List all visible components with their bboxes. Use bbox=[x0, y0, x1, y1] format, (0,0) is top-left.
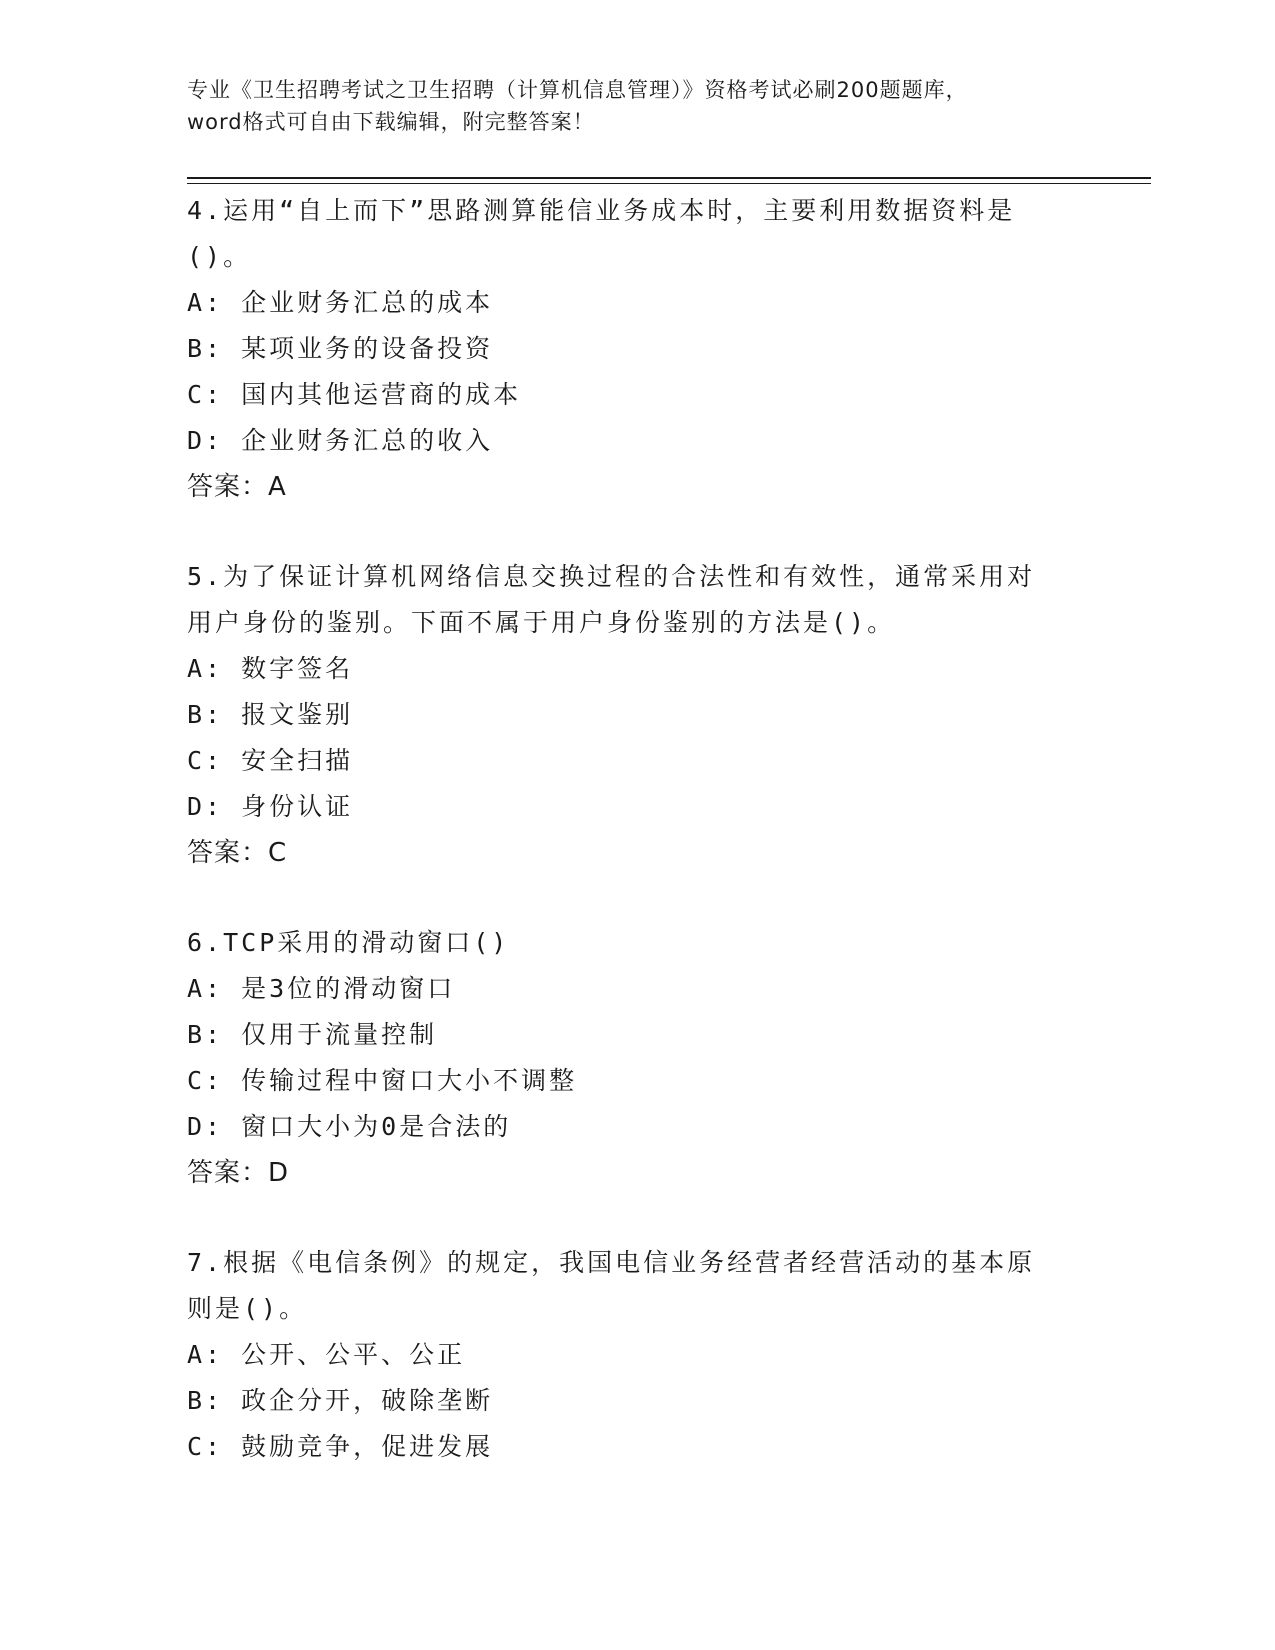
option-a: A: 公开、公平、公正 bbox=[187, 1340, 466, 1369]
answer-line: 答案：C bbox=[187, 838, 288, 868]
option-b: B: 报文鉴别 bbox=[187, 700, 354, 729]
question-stem: ()。 bbox=[187, 242, 252, 271]
option-b: B: 仅用于流量控制 bbox=[187, 1020, 438, 1049]
header-line-2: word格式可自由下载编辑，附完整答案！ bbox=[187, 110, 595, 134]
question-stem: 5.为了保证计算机网络信息交换过程的合法性和有效性，通常采用对 bbox=[187, 562, 1036, 591]
header-divider-thick bbox=[187, 177, 1151, 179]
option-b: B: 政企分开，破除垄断 bbox=[187, 1386, 494, 1415]
option-c: C: 传输过程中窗口大小不调整 bbox=[187, 1066, 578, 1095]
header-line-1: 专业《卫生招聘考试之卫生招聘（计算机信息管理）》资格考试必刷200题题库， bbox=[187, 78, 968, 102]
answer-line: 答案：D bbox=[187, 1158, 290, 1188]
question-block bbox=[187, 920, 1087, 1196]
option-d: D: 身份认证 bbox=[187, 792, 354, 821]
option-d: D: 企业财务汇总的收入 bbox=[187, 426, 494, 455]
question-stem: 4.运用“自上而下”思路测算能信业务成本时，主要利用数据资料是 bbox=[187, 196, 1016, 225]
question-stem: 7.根据《电信条例》的规定，我国电信业务经营者经营活动的基本原 bbox=[187, 1248, 1036, 1277]
option-c: C: 国内其他运营商的成本 bbox=[187, 380, 522, 409]
question-block bbox=[187, 1240, 1087, 1470]
option-a: A: 数字签名 bbox=[187, 654, 354, 683]
header-divider-thin bbox=[187, 183, 1151, 184]
question-spacer bbox=[187, 1196, 1087, 1240]
question-stem: 6.TCP采用的滑动窗口() bbox=[187, 928, 510, 957]
question-stem: 用户身份的鉴别。下面不属于用户身份鉴别的方法是()。 bbox=[187, 608, 896, 637]
question-list bbox=[187, 188, 1087, 1470]
question-block bbox=[187, 554, 1087, 876]
option-d: D: 窗口大小为0是合法的 bbox=[187, 1112, 512, 1141]
option-a: A: 企业财务汇总的成本 bbox=[187, 288, 494, 317]
question-spacer bbox=[187, 510, 1087, 554]
question-block bbox=[187, 188, 1087, 510]
option-a: A: 是3位的滑动窗口 bbox=[187, 974, 456, 1003]
option-c: C: 鼓励竞争，促进发展 bbox=[187, 1432, 494, 1461]
question-spacer bbox=[187, 876, 1087, 920]
question-stem: 则是()。 bbox=[187, 1294, 308, 1323]
answer-line: 答案：A bbox=[187, 472, 287, 502]
option-b: B: 某项业务的设备投资 bbox=[187, 334, 494, 363]
document-header bbox=[187, 74, 1087, 138]
option-c: C: 安全扫描 bbox=[187, 746, 354, 775]
